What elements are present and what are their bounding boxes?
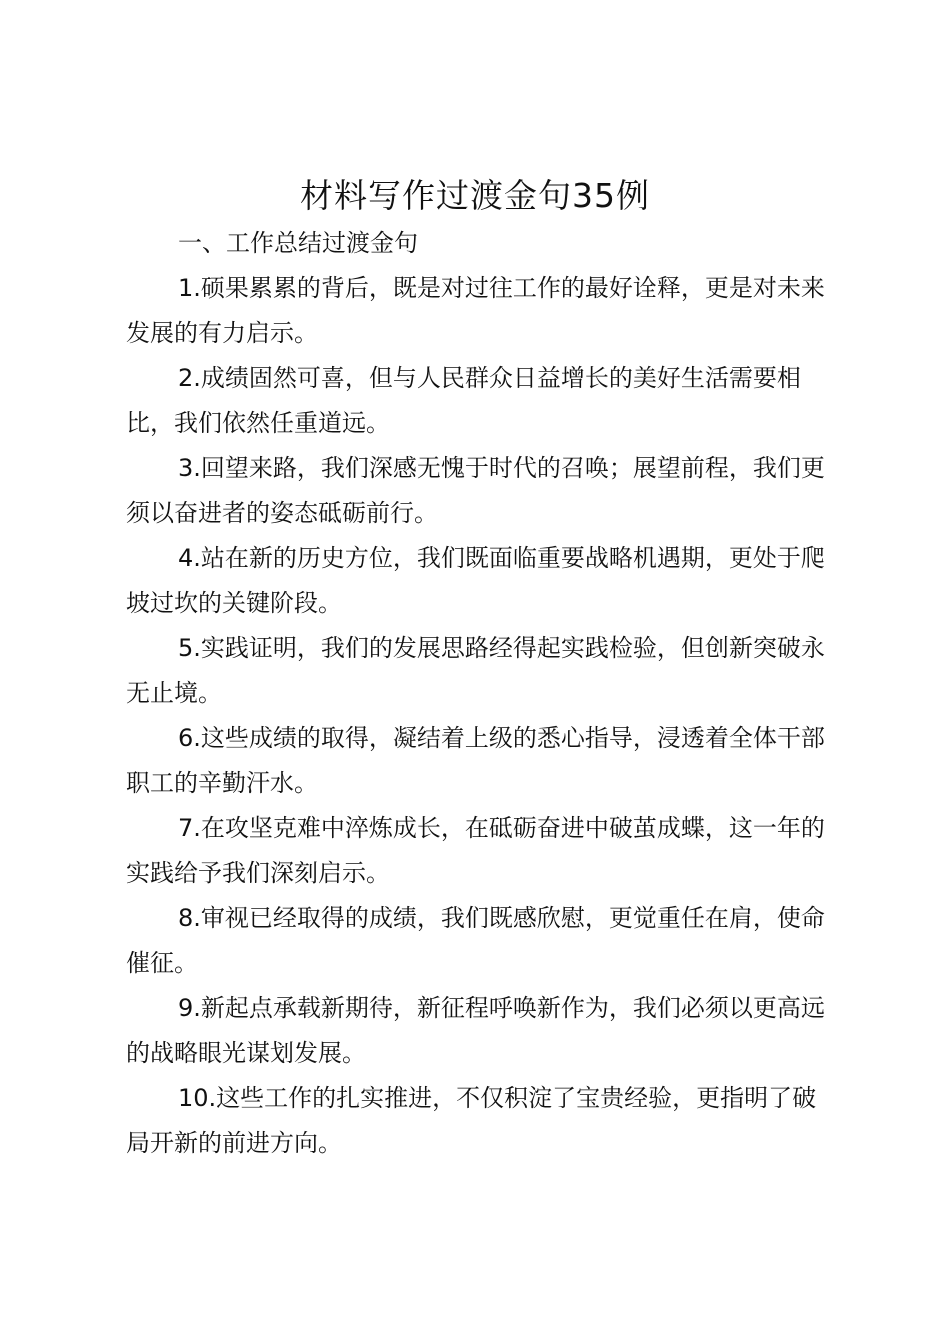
paragraph-4: 4.站在新的历史方位，我们既面临重要战略机遇期，更处于爬坡过坎的关键阶段。 [126,544,825,617]
paragraph-3: 3.回望来路，我们深感无愧于时代的召唤；展望前程，我们更须以奋进者的姿态砥砺前行。 [126,454,825,527]
document-body [126,221,838,1166]
paragraph-1: 1.硕果累累的背后，既是对过往工作的最好诠释，更是对未来发展的有力启示。 [126,274,825,347]
paragraph-7: 7.在攻坚克难中淬炼成长，在砥砺奋进中破茧成蝶，这一年的实践给予我们深刻启示。 [126,814,825,887]
section-heading: 一、工作总结过渡金句 [178,229,418,257]
paragraph-6: 6.这些成绩的取得，凝结着上级的悉心指导，浸透着全体干部职工的辛勤汗水。 [126,724,825,797]
paragraph-9: 9.新起点承载新期待，新征程呼唤新作为，我们必须以更高远的战略眼光谋划发展。 [126,994,825,1067]
paragraph-2: 2.成绩固然可喜，但与人民群众日益增长的美好生活需要相比，我们依然任重道远。 [126,364,801,437]
paragraph-8: 8.审视已经取得的成绩，我们既感欣慰，更觉重任在肩，使命催征。 [126,904,825,977]
paragraph-5: 5.实践证明，我们的发展思路经得起实践检验，但创新突破永无止境。 [126,634,825,707]
paragraph-10: 10.这些工作的扎实推进，不仅积淀了宝贵经验，更指明了破局开新的前进方向。 [126,1084,817,1157]
document-title: 材料写作过渡金句35例 [300,176,650,215]
